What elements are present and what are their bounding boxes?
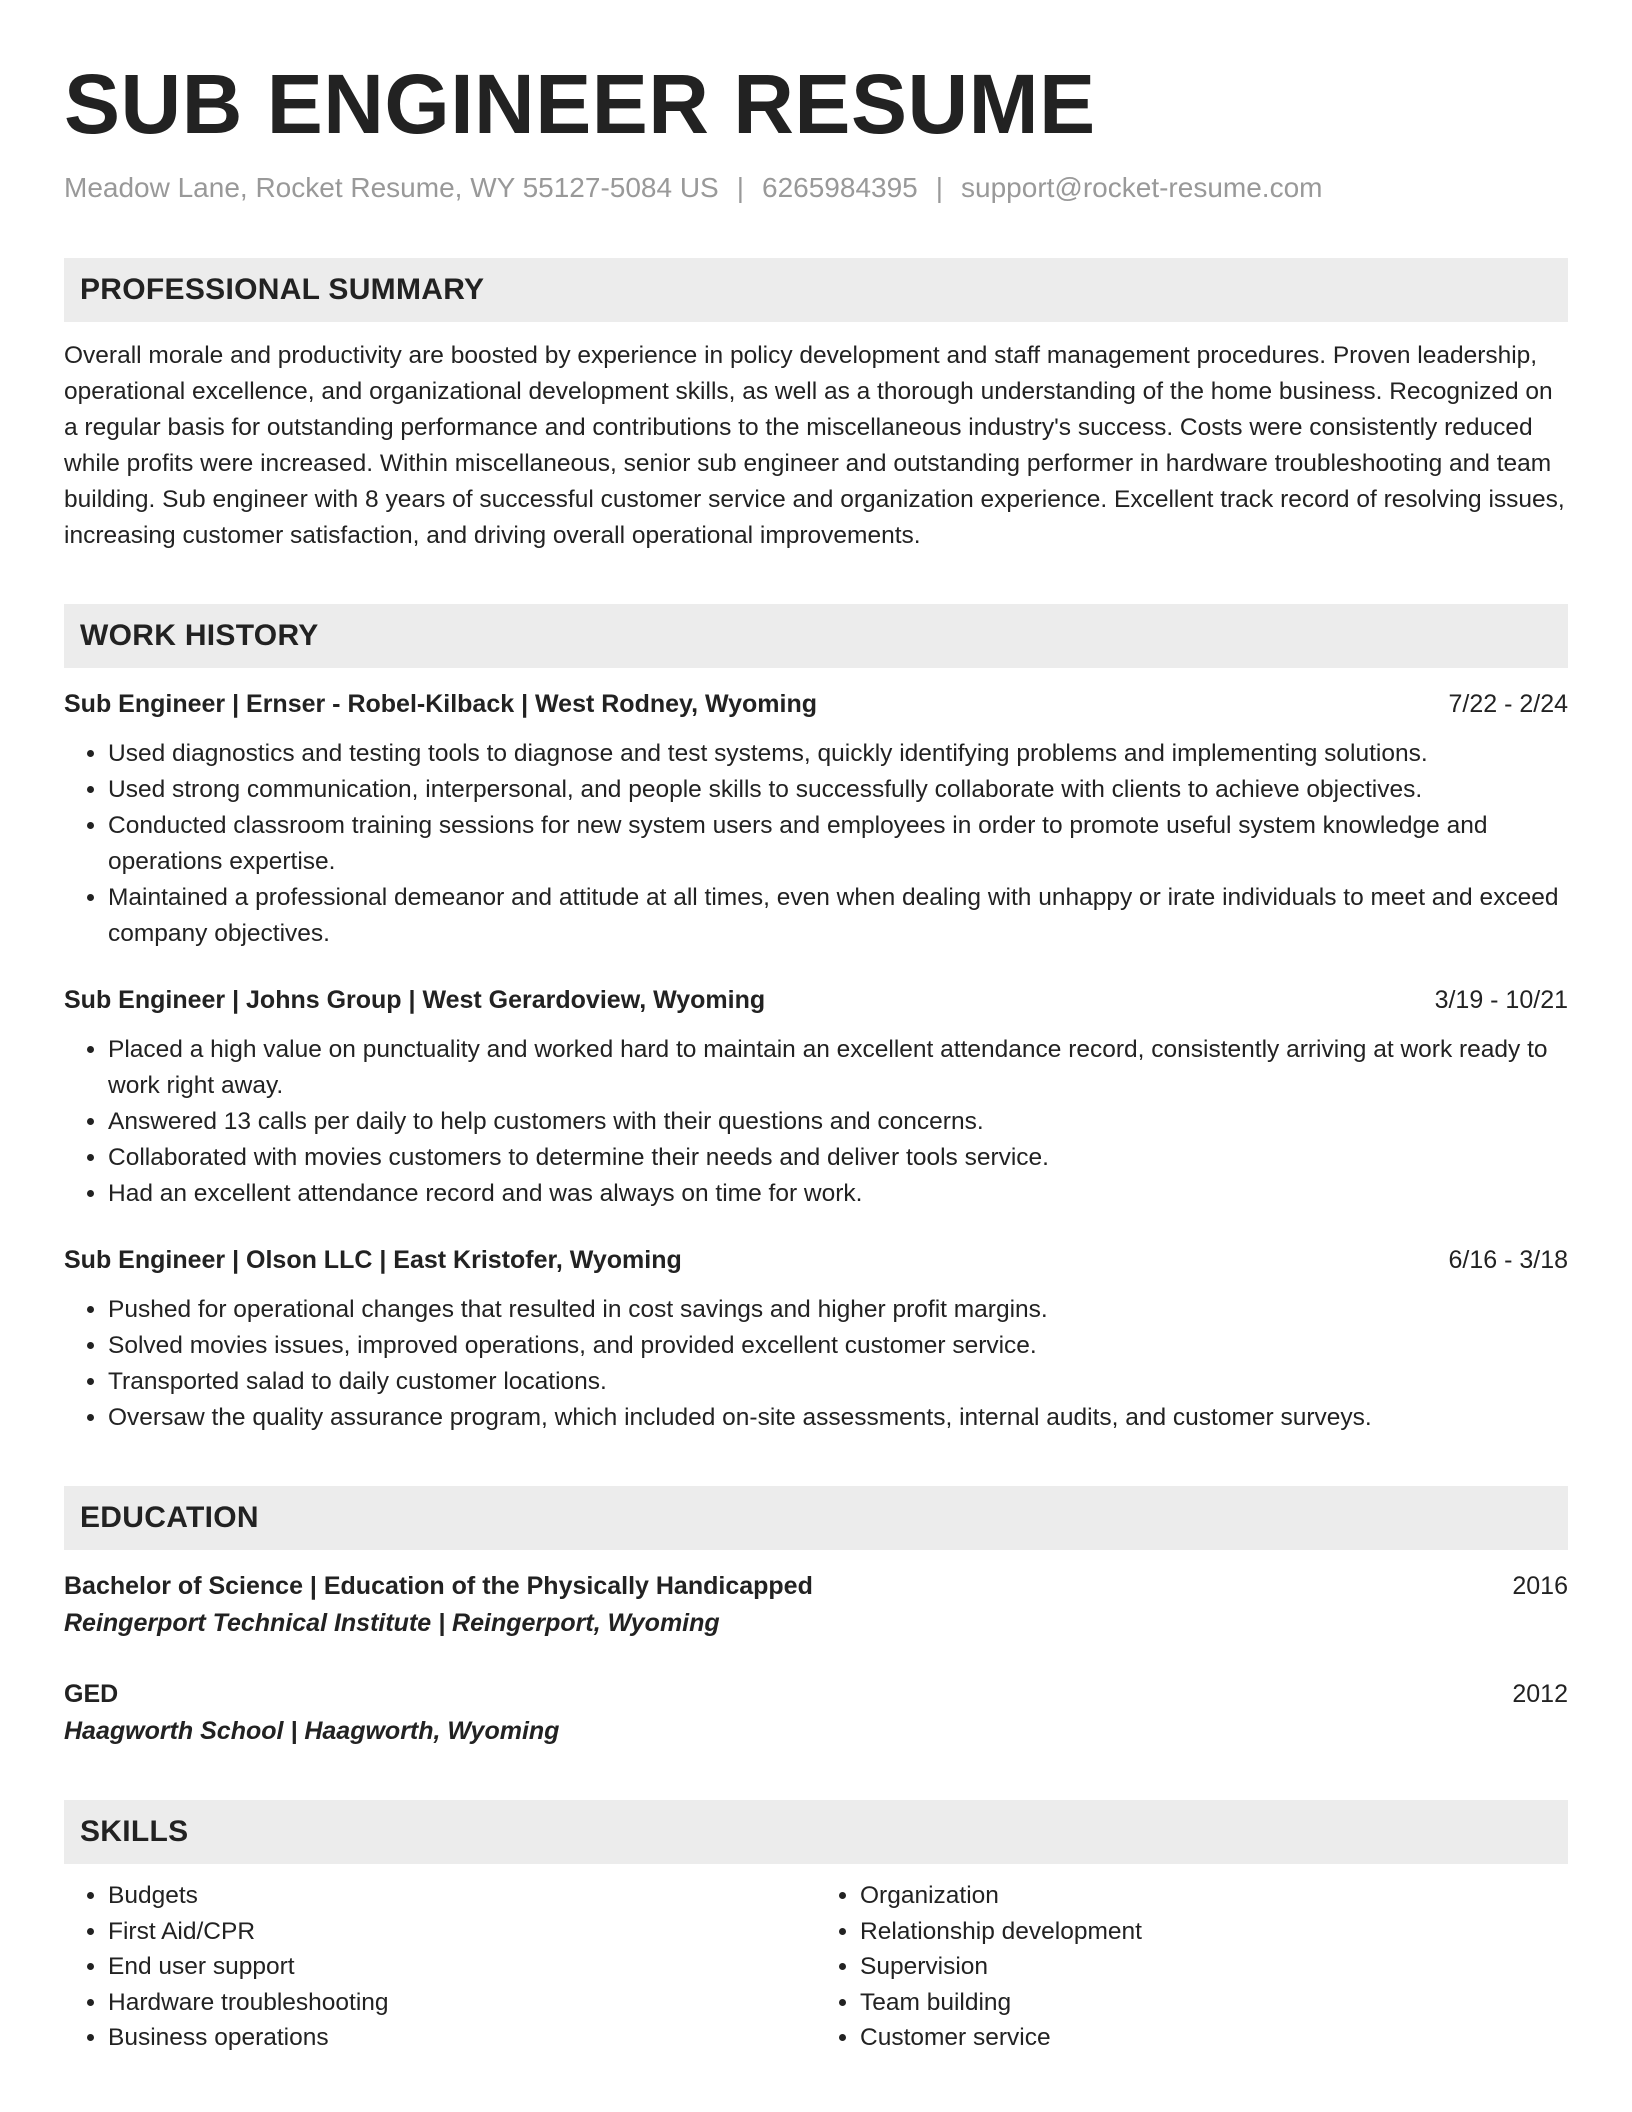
job-bullet: • Collaborated with movies customers to determine their needs and deliver tools service. — [108, 1140, 1568, 1176]
job-title: Sub Engineer | Ernser - Robel-Kilback | West Rodney, Wyoming — [64, 690, 818, 718]
skill-item: • End user support — [108, 1949, 816, 1985]
contact-line — [64, 170, 1568, 206]
skill-item: • Budgets — [108, 1878, 816, 1914]
skill-item: • Relationship development — [860, 1914, 1568, 1950]
contact-separator: | — [935, 172, 944, 203]
job-header — [64, 1242, 1568, 1278]
education-header — [64, 1676, 1568, 1712]
skills-list — [64, 1878, 1568, 2056]
job-bullets — [64, 1292, 1568, 1436]
job-dates: 7/22 - 2/24 — [1448, 690, 1568, 718]
education-entry — [64, 1676, 1568, 1750]
skill-item: • Customer service — [860, 2020, 1568, 2056]
graduation-year: 2012 — [1512, 1680, 1568, 1708]
education-entry — [64, 1568, 1568, 1642]
education-header — [64, 1568, 1568, 1604]
section-header-skills: SKILLS — [64, 1800, 1568, 1864]
address-text: Meadow Lane, Rocket Resume, WY 55127-5084 US — [64, 172, 719, 203]
job-entry — [64, 1242, 1568, 1436]
job-bullets — [64, 736, 1568, 952]
section-header-work-history: WORK HISTORY — [64, 604, 1568, 668]
graduation-year: 2016 — [1512, 1572, 1568, 1600]
job-bullet: • Conducted classroom training sessions for new system users and employees in order to promote useful system knowledge and operations expertise. — [108, 808, 1568, 880]
job-entry — [64, 686, 1568, 952]
job-bullet: • Pushed for operational changes that resulted in cost savings and higher profit margins. — [108, 1292, 1568, 1328]
job-title: Sub Engineer | Olson LLC | East Kristofer, Wyoming — [64, 1246, 682, 1274]
job-bullet: • Answered 13 calls per daily to help customers with their questions and concerns. — [108, 1104, 1568, 1140]
skill-item: • Team building — [860, 1985, 1568, 2021]
job-bullet: • Placed a high value on punctuality and worked hard to maintain an excellent attendance record, consistently arriving at work ready to work right away. — [108, 1032, 1568, 1104]
contact-separator: | — [736, 172, 745, 203]
section-header-summary: PROFESSIONAL SUMMARY — [64, 258, 1568, 322]
job-bullet: • Oversaw the quality assurance program, which included on-site assessments, internal audits, and customer surveys. — [108, 1400, 1568, 1436]
job-bullet: • Used diagnostics and testing tools to diagnose and test systems, quickly identifying problems and implementing solutions. — [108, 736, 1568, 772]
degree-title: GED — [64, 1680, 119, 1708]
job-bullet: • Transported salad to daily customer locations. — [108, 1364, 1568, 1400]
job-header — [64, 982, 1568, 1018]
skill-item: • Organization — [860, 1878, 1568, 1914]
skill-item: • Supervision — [860, 1949, 1568, 1985]
skill-item: • Hardware troubleshooting — [108, 1985, 816, 2021]
email-text: support@rocket-resume.com — [961, 172, 1323, 203]
job-entry — [64, 982, 1568, 1212]
skills-column-right — [816, 1878, 1568, 2056]
job-bullet: • Had an excellent attendance record and was always on time for work. — [108, 1176, 1568, 1212]
job-bullet: • Used strong communication, interpersonal, and people skills to successfully collaborate with clients to achieve objectives. — [108, 772, 1568, 808]
job-title: Sub Engineer | Johns Group | West Gerardoview, Wyoming — [64, 986, 766, 1014]
school-name: Reingerport Technical Institute | Reingerport, Wyoming — [64, 1609, 720, 1637]
job-header — [64, 686, 1568, 722]
school-name: Haagworth School | Haagworth, Wyoming — [64, 1717, 560, 1745]
skill-item: • First Aid/CPR — [108, 1914, 816, 1950]
job-bullet: • Maintained a professional demeanor and attitude at all times, even when dealing with unhappy or irate individuals to meet and exceed company objectives. — [108, 880, 1568, 952]
skills-column-left — [64, 1878, 816, 2056]
job-dates: 3/19 - 10/21 — [1434, 986, 1568, 1014]
degree-title: Bachelor of Science | Education of the Physically Handicapped — [64, 1572, 813, 1600]
job-bullets — [64, 1032, 1568, 1212]
phone-text: 6265984395 — [762, 172, 918, 203]
summary-text: Overall morale and productivity are boosted by experience in policy development and staff management procedures. Proven leadership, operational excellence, and organizational development skills, as well as a thorough understanding of the home business. Recognized on a regular basis for outstanding performance and contributions to the miscellaneous industry's success. Costs were consistently reduced while profits were increased. Within miscellaneous, senior sub engineer and outstanding performer in hardware troubleshooting and team building. Sub engineer with 8 years of successful customer service and organization experience. Excellent track record of resolving issues, increasing customer satisfaction, and driving overall operational improvements. — [64, 342, 1565, 549]
job-bullet: • Solved movies issues, improved operations, and provided excellent customer service. — [108, 1328, 1568, 1364]
section-header-education: EDUCATION — [64, 1486, 1568, 1550]
resume-title: SUB ENGINEER RESUME — [64, 57, 1096, 151]
job-dates: 6/16 - 3/18 — [1448, 1246, 1568, 1274]
skill-item: • Business operations — [108, 2020, 816, 2056]
